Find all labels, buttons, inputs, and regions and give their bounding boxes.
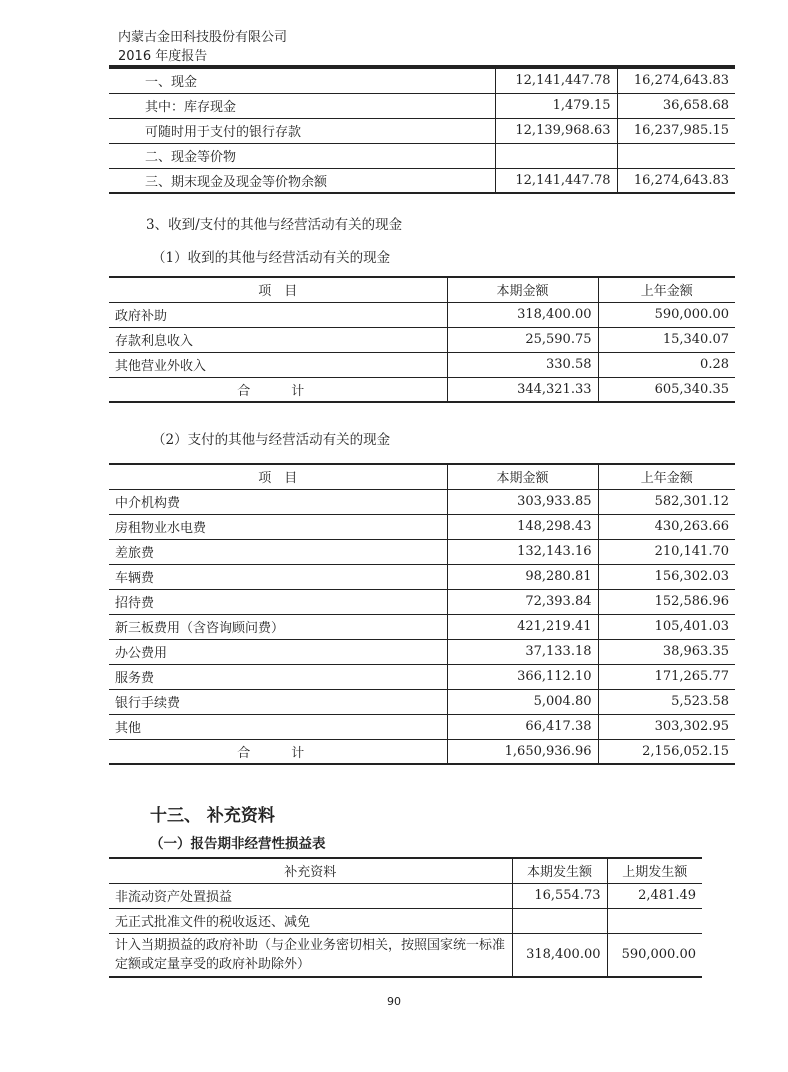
row-value: 366,112.10 <box>447 664 598 689</box>
column-header: 上年金额 <box>598 277 735 302</box>
row-value: 582,301.12 <box>598 489 735 514</box>
row-value: 421,219.41 <box>447 614 598 639</box>
company-name: 内蒙古金田科技股份有限公司 <box>118 30 288 45</box>
row-value: 430,263.66 <box>598 514 735 539</box>
table-row <box>109 539 735 564</box>
received-body <box>109 302 735 402</box>
section13-subtitle: （一）报告期非经营性损益表 <box>150 836 326 852</box>
row-value: 38,963.35 <box>598 639 735 664</box>
header-row <box>109 277 735 302</box>
row-value: 66,417.38 <box>447 714 598 739</box>
row-value <box>617 143 735 168</box>
row-value: 12,141,447.78 <box>495 68 617 93</box>
row-value: 12,139,968.63 <box>495 118 617 143</box>
row-label: 存款利息收入 <box>109 327 447 352</box>
row-label: 服务费 <box>109 664 447 689</box>
total-row <box>109 377 735 402</box>
row-value: 5,523.58 <box>598 689 735 714</box>
cash-table-body <box>109 68 735 193</box>
row-label: 三、期末现金及现金等价物余额 <box>109 168 495 193</box>
row-value: 152,586.96 <box>598 589 735 614</box>
table-row <box>109 489 735 514</box>
row-label: 办公费用 <box>109 639 447 664</box>
row-label: 银行手续费 <box>109 689 447 714</box>
row-value: 148,298.43 <box>447 514 598 539</box>
row-value: 0.28 <box>598 352 735 377</box>
table-row <box>109 68 735 93</box>
table-row <box>109 118 735 143</box>
row-label: 一、现金 <box>109 68 495 93</box>
total-label: 合 计 <box>109 377 447 402</box>
row-label: 非流动资产处置损益 <box>109 883 512 908</box>
table-row <box>109 664 735 689</box>
table-row <box>109 908 702 933</box>
table-row <box>109 564 735 589</box>
column-header: 上年金额 <box>598 464 735 489</box>
cash-table <box>109 67 735 194</box>
row-label: 招待费 <box>109 589 447 614</box>
row-label: 可随时用于支付的银行存款 <box>109 118 495 143</box>
table-row <box>109 514 735 539</box>
row-value: 5,004.80 <box>447 689 598 714</box>
row-value: 318,400.00 <box>512 933 607 977</box>
row-label: 车辆费 <box>109 564 447 589</box>
column-header: 项 目 <box>109 464 447 489</box>
row-value: 16,274,643.83 <box>617 68 735 93</box>
row-label: 其他营业外收入 <box>109 352 447 377</box>
table-row <box>109 714 735 739</box>
table-row <box>109 639 735 664</box>
paid-body <box>109 489 735 764</box>
row-value: 2,481.49 <box>607 883 702 908</box>
row-value <box>607 908 702 933</box>
table-row <box>109 689 735 714</box>
row-value: 37,133.18 <box>447 639 598 664</box>
header-row <box>109 464 735 489</box>
table-row <box>109 302 735 327</box>
row-label: 中介机构费 <box>109 489 447 514</box>
row-value <box>495 143 617 168</box>
row-value: 72,393.84 <box>447 589 598 614</box>
supplement-table <box>109 857 702 978</box>
row-label: 无正式批准文件的税收返还、减免 <box>109 908 512 933</box>
row-label: 其他 <box>109 714 447 739</box>
row-value: 132,143.16 <box>447 539 598 564</box>
row-label: 差旅费 <box>109 539 447 564</box>
total-label: 合 计 <box>109 739 447 764</box>
row-label: 计入当期损益的政府补助（与企业业务密切相关，按照国家统一标准定额或定量享受的政府补助除外） <box>109 933 512 977</box>
supplement-header <box>109 858 702 883</box>
total-value: 1,650,936.96 <box>447 739 598 764</box>
received-header <box>109 277 735 302</box>
header-row <box>109 858 702 883</box>
row-label: 其中：库存现金 <box>109 93 495 118</box>
row-value: 1,479.15 <box>495 93 617 118</box>
row-value: 330.58 <box>447 352 598 377</box>
row-label: 新三板费用（含咨询顾问费） <box>109 614 447 639</box>
section13-title: 十三、 补充资料 <box>150 806 275 826</box>
page-number: 90 <box>387 995 401 1008</box>
row-value: 156,302.03 <box>598 564 735 589</box>
row-value: 98,280.81 <box>447 564 598 589</box>
table-row <box>109 93 735 118</box>
total-value: 2,156,052.15 <box>598 739 735 764</box>
column-header: 项 目 <box>109 277 447 302</box>
row-label: 政府补助 <box>109 302 447 327</box>
total-row <box>109 739 735 764</box>
row-value: 590,000.00 <box>607 933 702 977</box>
sub1-title: （1）收到的其他与经营活动有关的现金 <box>152 250 391 266</box>
row-value: 36,658.68 <box>617 93 735 118</box>
row-value: 105,401.03 <box>598 614 735 639</box>
column-header: 上期发生额 <box>607 858 702 883</box>
received-table <box>109 276 735 403</box>
row-value: 25,590.75 <box>447 327 598 352</box>
total-value: 605,340.35 <box>598 377 735 402</box>
row-value <box>512 908 607 933</box>
row-value: 303,302.95 <box>598 714 735 739</box>
row-value: 16,237,985.15 <box>617 118 735 143</box>
table-row <box>109 589 735 614</box>
row-value: 12,141,447.78 <box>495 168 617 193</box>
total-value: 344,321.33 <box>447 377 598 402</box>
table-row <box>109 614 735 639</box>
supplement-body <box>109 883 702 977</box>
row-value: 318,400.00 <box>447 302 598 327</box>
column-header: 本期金额 <box>447 277 598 302</box>
column-header: 本期发生额 <box>512 858 607 883</box>
row-value: 16,554.73 <box>512 883 607 908</box>
report-title: 2016 年度报告 <box>118 49 208 64</box>
row-value: 210,141.70 <box>598 539 735 564</box>
section3-title: 3、收到/支付的其他与经营活动有关的现金 <box>146 217 403 233</box>
column-header: 补充资料 <box>109 858 512 883</box>
table-row <box>109 352 735 377</box>
row-label: 房租物业水电费 <box>109 514 447 539</box>
row-value: 171,265.77 <box>598 664 735 689</box>
table-row <box>109 933 702 977</box>
table-row <box>109 168 735 193</box>
column-header: 本期金额 <box>447 464 598 489</box>
row-label: 二、现金等价物 <box>109 143 495 168</box>
row-value: 16,274,643.83 <box>617 168 735 193</box>
sub2-title: （2）支付的其他与经营活动有关的现金 <box>152 432 391 448</box>
table-row <box>109 327 735 352</box>
table-row <box>109 143 735 168</box>
row-value: 590,000.00 <box>598 302 735 327</box>
row-value: 15,340.07 <box>598 327 735 352</box>
paid-table <box>109 463 735 765</box>
row-value: 303,933.85 <box>447 489 598 514</box>
table-row <box>109 883 702 908</box>
paid-header <box>109 464 735 489</box>
